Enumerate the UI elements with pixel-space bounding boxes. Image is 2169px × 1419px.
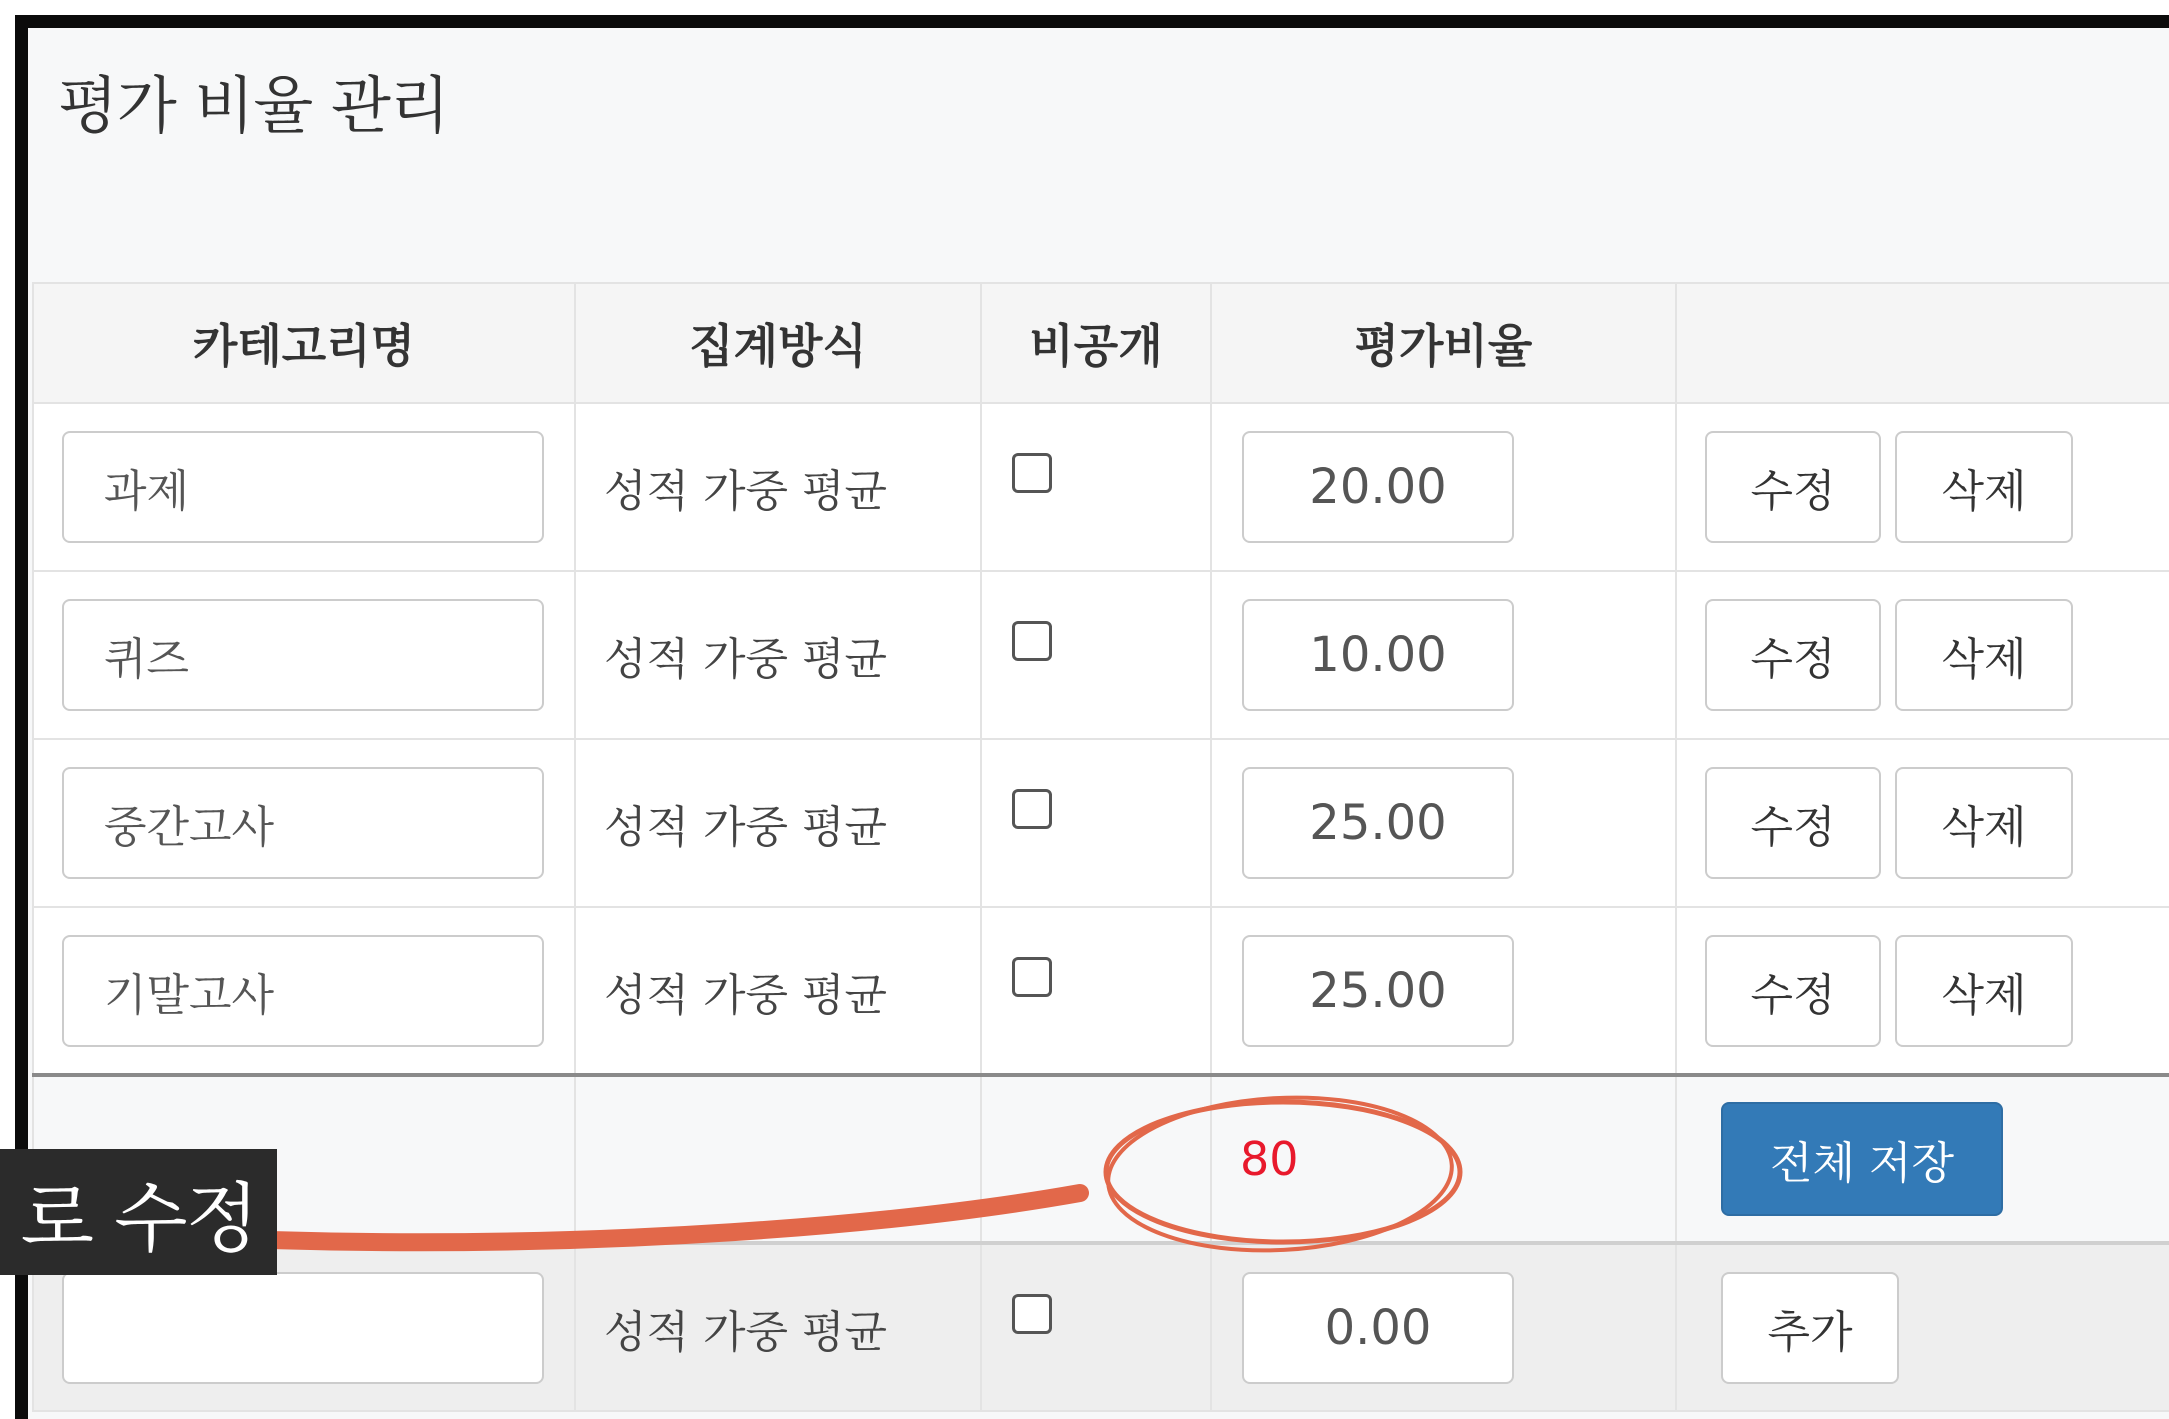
category-cell — [33, 403, 575, 571]
header-private: 비공개 — [981, 283, 1211, 403]
method-cell — [575, 1243, 981, 1411]
aggregation-method: 성적 가중 평균 — [604, 969, 887, 1021]
ratio-cell — [1211, 739, 1676, 907]
ratio-table — [32, 282, 2169, 1412]
aggregation-method: 성적 가중 평균 — [604, 466, 887, 517]
delete-button[interactable]: 삭제 — [1895, 599, 2073, 711]
ratio-cell — [1211, 1243, 1676, 1411]
actions-cell — [1676, 571, 2169, 739]
new-category-row — [33, 1243, 2169, 1411]
category-cell — [33, 907, 575, 1075]
method-cell — [575, 403, 981, 571]
method-cell — [575, 907, 981, 1075]
table-header-row — [33, 283, 2169, 403]
private-cell — [981, 1243, 1211, 1411]
annotation-callout: 로 수정 — [0, 1149, 277, 1275]
category-cell — [33, 739, 575, 907]
ratio-input[interactable] — [1242, 935, 1514, 1047]
total-ratio-value: 80 — [1240, 1132, 1299, 1186]
header-actions — [1676, 283, 2169, 403]
delete-button[interactable]: 삭제 — [1895, 767, 2073, 879]
private-checkbox[interactable] — [1012, 453, 1052, 493]
table-row — [33, 739, 2169, 907]
total-empty-cell — [981, 1075, 1211, 1243]
private-checkbox[interactable] — [1012, 1294, 1052, 1334]
header-ratio: 평가비율 — [1211, 283, 1676, 403]
actions-cell — [1676, 907, 2169, 1075]
add-button[interactable]: 추가 — [1721, 1272, 1899, 1384]
save-cell — [1676, 1075, 2169, 1243]
private-cell — [981, 571, 1211, 739]
page-title: 평가 비율 관리 — [58, 69, 449, 142]
new-category-name-input[interactable] — [62, 1272, 544, 1384]
method-cell — [575, 739, 981, 907]
category-cell — [33, 571, 575, 739]
private-cell — [981, 403, 1211, 571]
edit-button[interactable]: 수정 — [1705, 935, 1881, 1047]
ratio-input[interactable] — [1242, 431, 1514, 543]
ratio-cell — [1211, 403, 1676, 571]
total-cell — [1211, 1075, 1676, 1243]
edit-button[interactable]: 수정 — [1705, 599, 1881, 711]
total-row — [33, 1075, 2169, 1243]
category-name-input[interactable] — [62, 599, 544, 711]
table-row — [33, 907, 2169, 1075]
edit-button[interactable]: 수정 — [1705, 431, 1881, 543]
new-ratio-input[interactable] — [1242, 1272, 1514, 1384]
header-method: 집계방식 — [575, 283, 981, 403]
category-name-input[interactable] — [62, 767, 544, 879]
private-cell — [981, 907, 1211, 1075]
edit-button[interactable]: 수정 — [1705, 767, 1881, 879]
table-row — [33, 571, 2169, 739]
actions-cell — [1676, 1243, 2169, 1411]
delete-button[interactable]: 삭제 — [1895, 431, 2073, 543]
table-row — [33, 403, 2169, 571]
total-empty-cell — [575, 1075, 981, 1243]
ratio-input[interactable] — [1242, 599, 1514, 711]
ratio-cell — [1211, 571, 1676, 739]
delete-button[interactable]: 삭제 — [1895, 935, 2073, 1047]
method-cell — [575, 571, 981, 739]
ratio-input[interactable] — [1242, 767, 1514, 879]
aggregation-method: 성적 가중 평균 — [604, 1306, 887, 1358]
private-checkbox[interactable] — [1012, 957, 1052, 997]
aggregation-method: 성적 가중 평균 — [604, 634, 887, 685]
private-cell — [981, 739, 1211, 907]
save-all-button[interactable]: 전체 저장 — [1721, 1102, 2003, 1216]
actions-cell — [1676, 403, 2169, 571]
ratio-cell — [1211, 907, 1676, 1075]
header-category: 카테고리명 — [33, 283, 575, 403]
category-name-input[interactable] — [62, 431, 544, 543]
private-checkbox[interactable] — [1012, 621, 1052, 661]
category-name-input[interactable] — [62, 935, 544, 1047]
aggregation-method: 성적 가중 평균 — [604, 802, 887, 853]
actions-cell — [1676, 739, 2169, 907]
private-checkbox[interactable] — [1012, 789, 1052, 829]
